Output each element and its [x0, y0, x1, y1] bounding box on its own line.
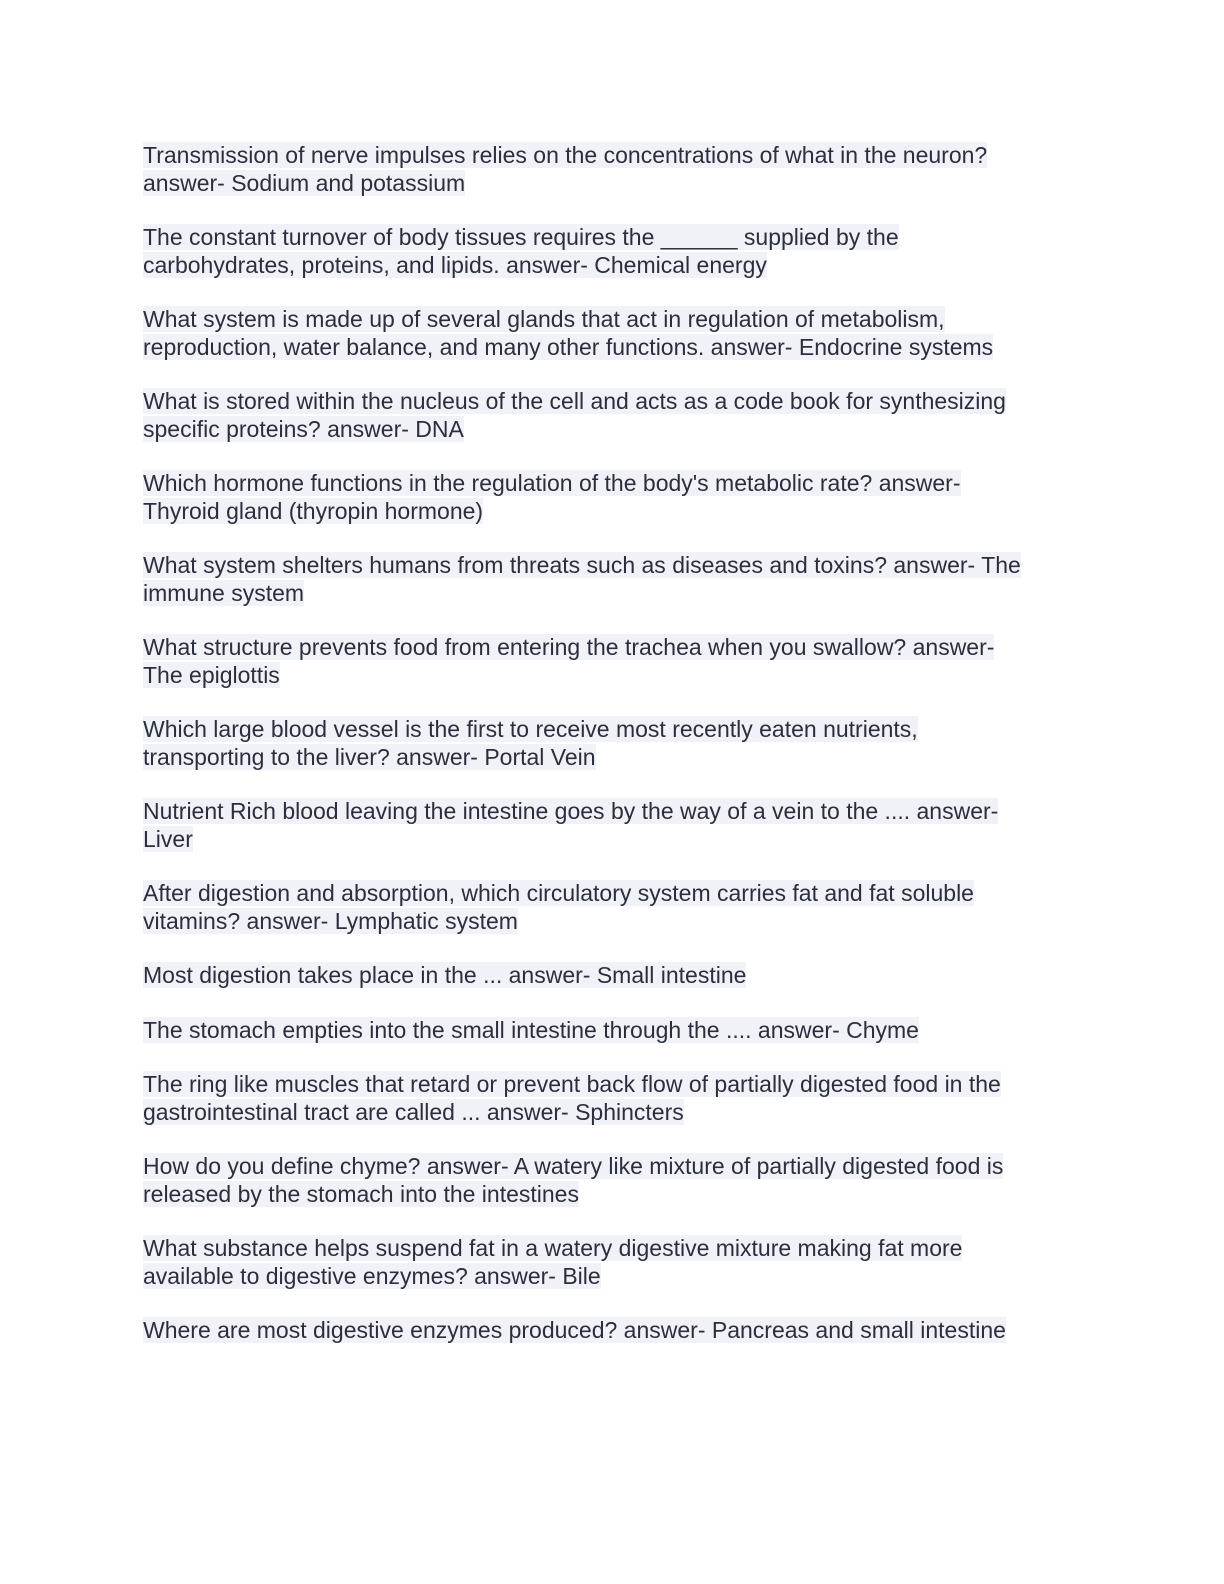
qa-line: Which large blood vessel is the first to receive most recently eaten nutrients,	[143, 716, 918, 742]
qa-line: What system shelters humans from threats such as diseases and toxins? answer- The	[143, 552, 1021, 578]
qa-line: After digestion and absorption, which circulatory system carries fat and fat soluble	[143, 880, 974, 906]
qa-line: Most digestion takes place in the ... answer- Small intestine	[143, 962, 747, 988]
qa-item	[143, 798, 1083, 853]
qa-line: What is stored within the nucleus of the cell and acts as a code book for synthesizing	[143, 388, 1006, 414]
qa-line: immune system	[143, 579, 305, 606]
qa-line: available to digestive enzymes? answer- Bile	[143, 1262, 601, 1289]
qa-item	[143, 552, 1083, 607]
qa-line: carbohydrates, proteins, and lipids. answer- Chemical energy	[143, 251, 767, 278]
qa-line: What system is made up of several glands that act in regulation of metabolism,	[143, 306, 945, 332]
qa-line: Liver	[143, 825, 193, 852]
qa-line: transporting to the liver? answer- Portal Vein	[143, 743, 596, 770]
qa-item	[143, 306, 1083, 361]
qa-line: The ring like muscles that retard or prevent back flow of partially digested food in the	[143, 1071, 1001, 1097]
qa-item	[143, 1153, 1083, 1208]
qa-item	[143, 388, 1083, 443]
qa-line: The stomach empties into the small intestine through the .... answer- Chyme	[143, 1016, 919, 1043]
qa-line: reproduction, water balance, and many other functions. answer- Endocrine systems	[143, 333, 994, 360]
document-page	[143, 142, 1083, 1372]
qa-line: How do you define chyme? answer- A watery like mixture of partially digested food is	[143, 1153, 1004, 1179]
qa-line: gastrointestinal tract are called ... answer- Sphincters	[143, 1098, 684, 1125]
qa-line: Transmission of nerve impulses relies on the concentrations of what in the neuron?	[143, 142, 988, 168]
qa-line: Thyroid gland (thyropin hormone)	[143, 497, 484, 524]
qa-line: specific proteins? answer- DNA	[143, 415, 464, 442]
qa-item	[143, 880, 1083, 935]
qa-line: What structure prevents food from entering the trachea when you swallow? answer-	[143, 634, 995, 660]
qa-item	[143, 634, 1083, 689]
qa-item	[143, 224, 1083, 279]
qa-item	[143, 1317, 1083, 1345]
qa-line: released by the stomach into the intestines	[143, 1180, 579, 1207]
qa-item	[143, 716, 1083, 771]
qa-item	[143, 470, 1083, 525]
qa-item	[143, 142, 1083, 197]
qa-item	[143, 1071, 1083, 1126]
qa-line: What substance helps suspend fat in a watery digestive mixture making fat more	[143, 1235, 963, 1261]
qa-line: Which hormone functions in the regulation of the body's metabolic rate? answer-	[143, 470, 961, 496]
qa-item	[143, 1235, 1083, 1290]
qa-line: answer- Sodium and potassium	[143, 169, 466, 196]
qa-line: Nutrient Rich blood leaving the intestine goes by the way of a vein to the .... answer-	[143, 798, 999, 824]
qa-line: The constant turnover of body tissues requires the ______ supplied by the	[143, 224, 899, 250]
qa-item	[143, 1017, 1083, 1045]
qa-line: vitamins? answer- Lymphatic system	[143, 907, 518, 934]
qa-line: Where are most digestive enzymes produced? answer- Pancreas and small intestine	[143, 1317, 1006, 1343]
qa-line: The epiglottis	[143, 661, 280, 688]
qa-item	[143, 962, 1083, 990]
